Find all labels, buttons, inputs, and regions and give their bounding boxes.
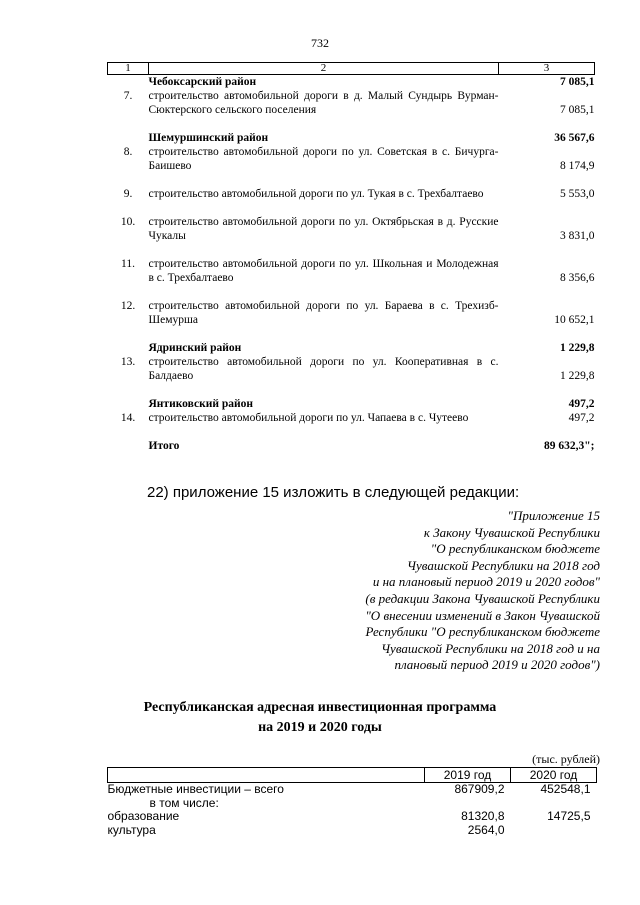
value-2020: 452548,1 bbox=[540, 782, 591, 796]
project-description: строительство автомобильной дороги в д. Малый Сундырь Вурман-Сюктерского сельского поселения bbox=[148, 90, 499, 116]
district-name: Шемуршинский район bbox=[148, 132, 269, 144]
district-row bbox=[108, 131, 595, 145]
project-amount: 8 356,6 bbox=[560, 272, 595, 284]
district-total: 7 085,1 bbox=[560, 76, 595, 88]
investment-category: Бюджетные инвестиции – всего bbox=[107, 782, 284, 796]
table-row bbox=[108, 299, 595, 327]
header-2019: 2019 год bbox=[425, 768, 511, 783]
appendix-line: Чувашской Республики на 2018 год bbox=[407, 557, 600, 573]
spacer-row bbox=[108, 285, 595, 299]
row-number: 12. bbox=[120, 300, 136, 312]
project-description: строительство автомобильной дороги по ул. Чапаева в с. Чутеево bbox=[148, 412, 469, 424]
table-row bbox=[108, 215, 595, 243]
project-amount: 3 831,0 bbox=[560, 230, 595, 242]
project-amount: 7 085,1 bbox=[560, 104, 595, 116]
row-number: 10. bbox=[120, 216, 136, 228]
project-amount: 10 652,1 bbox=[554, 314, 595, 326]
table-row bbox=[108, 797, 597, 811]
investment-table-header bbox=[108, 768, 597, 783]
value-2019 bbox=[425, 797, 511, 811]
table-row bbox=[108, 187, 595, 201]
appendix-line: "Приложение 15 bbox=[507, 508, 600, 523]
table-row bbox=[108, 355, 595, 383]
row-number bbox=[108, 397, 149, 411]
table-row bbox=[108, 411, 595, 425]
appendix-line: "О республиканском бюджете bbox=[430, 541, 600, 557]
district-total: 36 567,6 bbox=[554, 132, 595, 144]
spacer-row bbox=[108, 173, 595, 187]
value-2019: 81320,8 bbox=[461, 809, 505, 823]
amendment-sentence: 22) приложение 15 изложить в следующей редакции: bbox=[147, 484, 520, 501]
program-title bbox=[0, 698, 640, 738]
district-name: Итого bbox=[148, 440, 180, 452]
appendix-line: и на плановый период 2019 и 2020 годов" bbox=[372, 574, 600, 590]
column-header-2: 2 bbox=[149, 63, 499, 75]
row-number: 7. bbox=[123, 90, 133, 102]
project-amount: 1 229,8 bbox=[560, 370, 595, 382]
investment-category: культура bbox=[107, 822, 156, 837]
project-description: строительство автомобильной дороги по ул. Школьная и Молодежная в с. Трехбалтаево bbox=[148, 258, 499, 284]
district-row bbox=[108, 397, 595, 411]
table-row bbox=[108, 145, 595, 173]
row-number: 8. bbox=[123, 146, 133, 158]
appendix-line: "О внесении изменений в Закон Чувашской bbox=[365, 607, 600, 623]
project-description: строительство автомобильной дороги по ул. Октябрьская в д. Русские Чукалы bbox=[148, 216, 499, 242]
column-header-3: 3 bbox=[499, 63, 595, 75]
project-amount: 8 174,9 bbox=[560, 160, 595, 172]
program-title-line-2: на 2019 и 2020 годы bbox=[258, 720, 382, 735]
spacer-row bbox=[108, 243, 595, 257]
district-name: Чебоксарский район bbox=[148, 76, 257, 88]
spacer-row bbox=[108, 117, 595, 131]
district-name: Ядринский район bbox=[148, 342, 242, 354]
district-row bbox=[108, 341, 595, 355]
row-number bbox=[108, 341, 149, 355]
row-number bbox=[108, 439, 149, 453]
table-row bbox=[108, 783, 597, 797]
table-row bbox=[108, 824, 597, 838]
district-total: 497,2 bbox=[568, 398, 595, 410]
program-title-line-1: Республиканская адресная инвестиционная программа bbox=[143, 700, 497, 715]
row-number: 14. bbox=[120, 412, 136, 424]
district-name: Янтиковский район bbox=[148, 398, 253, 410]
project-description: строительство автомобильной дороги по ул. Кооперативная в с. Балдаево bbox=[148, 356, 499, 382]
row-number: 9. bbox=[123, 188, 133, 200]
value-2019: 867909,2 bbox=[454, 782, 505, 796]
row-number: 13. bbox=[120, 356, 136, 368]
page-number: 732 bbox=[311, 36, 329, 50]
row-number: 11. bbox=[121, 258, 135, 270]
project-amount: 497,2 bbox=[568, 412, 595, 424]
value-2019: 2564,0 bbox=[467, 822, 505, 837]
district-total: 89 632,3"; bbox=[544, 440, 595, 452]
project-description: строительство автомобильной дороги по ул. Бараева в с. Трехизб-Шемурша bbox=[148, 300, 499, 326]
road-construction-table bbox=[107, 62, 595, 453]
spacer-row bbox=[108, 383, 595, 397]
appendix-line: Чувашской Республики на 2018 год и на bbox=[381, 640, 600, 656]
project-description: строительство автомобильной дороги по ул. Советская в с. Бичурга-Баишево bbox=[148, 146, 499, 172]
table-header-row bbox=[108, 63, 595, 75]
district-row bbox=[108, 75, 595, 90]
header-2020: 2020 год bbox=[511, 768, 597, 783]
value-2020 bbox=[511, 824, 597, 838]
spacer-row bbox=[108, 425, 595, 439]
appendix-line: плановый период 2019 и 2020 годов") bbox=[394, 657, 600, 673]
investment-category: образование bbox=[107, 809, 180, 823]
value-2020: 14725,5 bbox=[547, 809, 591, 823]
project-description: строительство автомобильной дороги по ул. Тукая в с. Трехбалтаево bbox=[148, 188, 484, 200]
investment-table bbox=[107, 767, 597, 837]
appendix-line: к Закону Чувашской Республики bbox=[423, 524, 600, 540]
investment-header-blank bbox=[108, 768, 425, 783]
table-row bbox=[108, 257, 595, 285]
spacer-row bbox=[108, 201, 595, 215]
investment-category: в том числе: bbox=[149, 795, 219, 810]
units-label: (тыс. рублей) bbox=[532, 752, 600, 766]
column-header-1: 1 bbox=[108, 63, 149, 75]
appendix-heading bbox=[300, 508, 600, 674]
value-2020 bbox=[511, 797, 597, 811]
appendix-line: Республики "О республиканском бюджете bbox=[365, 624, 600, 640]
appendix-line: (в редакции Закона Чувашской Республики bbox=[365, 590, 600, 606]
spacer-row bbox=[108, 327, 595, 341]
district-row bbox=[108, 439, 595, 453]
row-number bbox=[108, 131, 149, 145]
project-amount: 5 553,0 bbox=[560, 188, 595, 200]
table-row bbox=[108, 810, 597, 824]
table-row bbox=[108, 89, 595, 117]
district-total: 1 229,8 bbox=[560, 342, 595, 354]
row-number bbox=[108, 75, 149, 90]
